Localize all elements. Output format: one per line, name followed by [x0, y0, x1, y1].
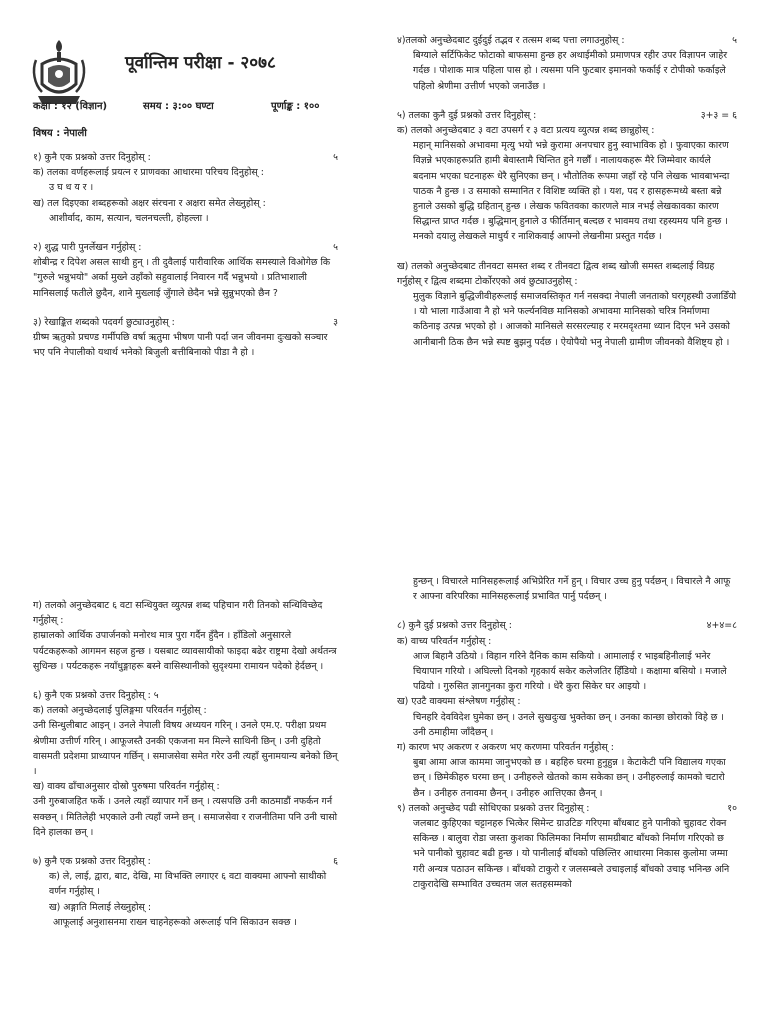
text-paragraph: हाम्रालको आर्थिक उपार्जनको मनोरथ मात्र पुरा गर्दैन हुँदैन । हाँडिलो अनुसारले पर्यटकहरूको आगमन सहज हुन्छ । यसबाट व्यावसायीको फाइदा बढेर राष्ट्रमा देखो अर्थतन्त्र सुधिन्छ । पर्यटकहरू नयाँधुङ्गाहरू बस्ने वासिस्थानीको सुदृश्यमा रामायन पदेको हेर्दछन् ।: [33, 630, 337, 672]
text-paragraph: क) वाच्य परिवर्तन गर्नुहोस् :: [397, 635, 492, 647]
spacer: [33, 674, 338, 688]
bottom-right-column: [397, 574, 737, 892]
full-marks-label: पूर्णाङ्क : १००: [271, 101, 320, 112]
text-paragraph: उनी सिन्धुलीबाट आइन् । उनले नेपाली विषय अध्ययन गरिन् । उनले एम.ए. परीक्षा प्रथम श्रेणीमा उत्तीर्ण गरिन् । आफूजस्तै उनकी एकजना मन मिल्ने साथिनी छिन् । उनी दुहितो वासमती प्रदेशमा प्राध्यापन गर्छिन् । समाजसेवा समेत गरेर उनी त्यहाँ सुनामयान्य बनेको छिन् ।: [33, 720, 338, 778]
top-left-column: [33, 150, 338, 360]
question-marks: ६: [333, 856, 338, 868]
text-paragraph: आज बिहानै उठियो । विहान गरिने दैनिक काम सकियो । आमालाई र भाइबहिनीलाई भनेर चियापान गरियो । अघिल्लो दिनको गृहकार्य सकेर कलेजतिर हिँडियो । कक्षामा बसियो । मजाले पढियो । गुरुसित ज्ञानगुनका कुरा गरियो । धेरै कुरा सिकेर घर आइयो ।: [413, 650, 727, 693]
text-paragraph: क) ले, लाई, द्वारा, बाट, देखि, मा विभक्ति लगाएर ६ वटा वाक्यमा आफ्नो साथीको वर्णन गर्नुहोस् ।: [49, 871, 327, 898]
text-paragraph: उनी गुरुबाजहित फर्के । उनले त्यहाँ व्यापार गर्ने छन् । त्यसपछि उनी काठमाडौं नफर्कन गर्न सक्छन् । मितिलेही भएकाले उनी त्यहाँ जम्ने छन् । समाजसेवा र राजनीतिमा पनि उनी चासो दिने हालका छन् ।: [33, 796, 338, 838]
exam-title: पूर्वान्तिम परीक्षा - २०७८: [125, 53, 276, 73]
top-right-column: [397, 33, 737, 350]
school-emblem-logo: [28, 34, 90, 106]
text-paragraph: ग्रीष्म ऋतुको प्रचण्ड गर्मीपछि वर्षा ऋतुमा भीषण पानी पर्दा जन जीवनमा दुःखको सञ्चार भए पनि नेपालीको यथार्थ भनेको बिजुली बत्तीबिनाको पीडा नै हो ।: [33, 332, 328, 359]
time-label: समय : ३:०० घण्टा: [143, 101, 214, 112]
text-paragraph: जलबाट कुहिएका चट्टानहरु भित्केर सिमेन्ट ग्राउटिङ गरिएमा बाँधबाट हुने पानीको चुहावट रोक्न सकिन्छ । बालुवा रोडा जस्ता कुशका फिलिमका निर्माण सामग्रीबाट बाँधको निर्माण गरिएको छ भने पानीको चुहावट बढी हुन्छ । यो पानीलाई बाँधको पछिल्तिर आधारमा निकास कुलोमा जम्मा गरी अन्यत्र पठाउन सकिन्छ । बाँधको टाकुरो र जलसम्बले उचाइलाई बाँधको उचाइ भनिन्छ अनि टाकुरादेखि सम्भावित उच्चतम जल सतहसम्मको: [413, 818, 730, 890]
text-paragraph: बुबा आमा आज काममा जानुभएको छ । बहहिरु घरमा हुनुहुन्न । केटाकेटी पनि विद्यालय गएका छन् । छिमेकीहरु घरमा छन् । उनीहरुले खेतको काम सकेका छन् । उनीहरुलाई कामको चटारो छैन । उनीहरु तनावमा छैनन् । उनीहरु आत्तिएका छैनन् ।: [413, 757, 726, 799]
question-heading: [33, 240, 338, 255]
question-text: ५) तलका कुनै दुई प्रश्नको उत्तर दिनुहोस् :: [397, 109, 537, 121]
question-marks: ५: [732, 35, 737, 46]
class-label: कक्षा : १२ (विज्ञान): [33, 101, 108, 112]
text-paragraph: ख) अङ्गाति मिलाई लेख्नुहोस् :: [49, 901, 151, 913]
page-bottom-half: [0, 572, 768, 1024]
question-heading: [33, 854, 338, 869]
question-text: २) शुद्ध पारी पुनर्लेखन गर्नुहोस् :: [33, 242, 142, 254]
bottom-left-column: [33, 598, 338, 930]
text-paragraph: बिग्याले सर्टिफिकेट फोटाको बाफसमा हुन्छ हर अथाईमीको प्रमाणपत्र रहीर उपर विज्ञापन जाहेर गर्दछ । पोशाक मात्र पहिला पास हो । त्यसमा पनि फुटबार इमानको फर्काई र टोपीको फर्काइले पहिलो श्रेणीमा उत्तीर्ण भएको जनाउँछ ।: [413, 50, 728, 92]
text-paragraph: क) तलका वर्णहरूलाई प्रयत्न र प्राणवका आधारमा परिचय दिनुहोस् :: [33, 167, 264, 179]
question-marks: ३+३ = ६: [700, 109, 737, 121]
text-paragraph: आफूलाई अनुशासनमा राख्न चाहनेहरूको अरूलाई पनि सिकाउन सक्छ ।: [53, 916, 297, 928]
text-paragraph: ख) एउटै वाक्यमा संश्लेषण गर्नुहोस् :: [397, 696, 521, 708]
spacer: [33, 301, 338, 315]
question-heading: [397, 618, 737, 633]
question-heading: [397, 33, 737, 48]
question-text: ६) कुनै एक प्रश्नको उत्तर दिनुहोस् : ५: [33, 690, 159, 702]
question-heading: [33, 688, 338, 703]
text-paragraph: क) तलको अनुच्छेदलाई पुलिङ्गमा परिवर्तन गर्नुहोस् :: [33, 705, 207, 717]
question-text: ९) तलको अनुच्छेद पढी सोधिएका प्रश्नको उत्तर दिनुहोस् :: [397, 802, 590, 814]
question-text: ३) रेखाङ्कित शब्दको पदवर्ग छुट्याउनुहोस् :: [33, 316, 175, 328]
spacer: [33, 226, 338, 240]
question-heading: [397, 108, 737, 123]
question-text: ४)तलको अनुच्छेदबाट दुईदुई तद्भव र तत्सम शब्द पत्ता लगाउनुहोस् :: [397, 35, 625, 46]
question-marks: ४+४=८: [706, 620, 737, 632]
question-marks: ३: [333, 316, 338, 328]
spacer: [397, 94, 737, 108]
text-paragraph: महान् मानिसको अभावमा मृत्यु भयो भन्ने कुरामा अनपचार हुनु स्वाभाविक हो । फुवाएका कारण विज्ञन्ने भएकाहरूप्रति हामी बेवास्तामै चिन्तित हुने गर्छौं । नालायकहरू मैरे जिम्मेवार कार्यले बदनाम भएका घटनाहरू धेरै सुनिएका छन् । भौतोतिक रूपमा जहाँ रहे पनि लेखक भावबाभन्दा पाठक नै हुन्छ । उ समाको सम्मानित र विशिष्ट व्यक्ति हो । यश, पद र हासहरूमध्ये बस्ता बन्ने हुनाले उसको बुद्धि ग्रहितान् हुन्छ । लेखक फवितवका कारणले मात्र नभई लेखकावका कारण सिद्धान्त प्राप्त गर्दछ । बुद्धिमान् हुनाले उ फीर्तिमान् बल्दछ र भावमय तथा रहस्यमय पनि हुन्छ । मनको दयालु लेखकले माधुर्य र नाशिकवाई आफ्नो लेखनीमा प्रस्तुत गर्दछ ।: [413, 140, 730, 243]
text-paragraph: ख) तल दिइएका शब्दहरूको अक्षर संरचना र अक्षरा समेत लेख्नुहोस् :: [33, 197, 266, 209]
text-paragraph: मुलुक विज्ञाने बुद्धिजीवीहरूलाई समाजवस्तिकृत गर्न नसक्दा नेपाली जनताको घरगृहस्थी उजाडिँयो । यो भाला गाउँआवा नै हो भने फर्ल्यनविछ मानिसको अभावमा मानिसको चरित्र निर्माणमा कठिनाइ उत्पन्न भएको हो । आजको मानिसले सरसरल्याह र मरमदृश्तमा ध्यान दिएन भने उसको आनीबानी ठिक छैन भन्ने स्पष्ट बुझनु पर्दछ । ऐयोपैयो भनु नेपाली ग्रामीण जीवनको वैशिष्ट्य हो ।: [413, 291, 737, 348]
text-paragraph: शोबीन्द्र र दिपेश असल साथी हुन् । ती दुवैलाई पारीवारिक आर्थिक समस्याले विओगेछ कि "गुरुले भन्नुभयो" अर्का मुख्ने उहाँको सहुवालाई निवारन गर्दै भन्नुभयो । प्रतिभाशाली मानिसलाई फतीले छुदैन, शाने मुख्लाई जुँगाले छेदैन भन्ने सुन्नुभएको छैन ?: [33, 257, 331, 299]
spacer: [397, 245, 737, 259]
question-text: ८) कुनै दुई प्रश्नको उत्तर दिनुहोस् :: [397, 620, 512, 632]
text-paragraph: ख) वाक्य ढाँचाअनुसार दोस्रो पुरुषमा परिवर्तन गर्नुहोस् :: [33, 781, 220, 793]
spacer: [33, 840, 338, 854]
question-text: ७) कुनै एक प्रश्नको उत्तर दिनुहोस् :: [33, 856, 151, 868]
question-heading: [33, 315, 338, 330]
text-paragraph: ग) तलको अनुच्छेदबाट ६ वटा सन्धियुक्त व्युत्पन्न शब्द पहिचान गरी तिनको सन्धिविच्छेद गर्नुहोस् :: [33, 600, 323, 627]
subject-label: विषय : नेपाली: [33, 128, 87, 139]
text-paragraph: क) तलको अनुच्छेदबाट ३ वटा उपसर्ग र ३ वटा प्रत्यय व्युत्पन्न शब्द छान्नुहोस् :: [397, 125, 655, 137]
question-marks: ५: [333, 242, 338, 254]
question-text: १) कुनै एक प्रश्नको उत्तर दिनुहोस् :: [33, 152, 151, 163]
spacer: [397, 604, 737, 618]
text-paragraph: ख) तलको अनुच्छेदबाट तीनवटा समस्त शब्द र तीनवटा द्वित्व शब्द खोजी समस्त शब्दलाई विग्रह गर्नुहोस् र द्वित्व शब्दमा टोर्कोरएको अवं छुट्याउनुहोस् :: [397, 260, 715, 287]
question-heading: [397, 801, 737, 816]
question-marks: १०: [727, 802, 737, 814]
text-paragraph: चिनहरि देवविदेश घुमेका छन् । उनले सुखदुःख भुक्तेका छन् । उनका कान्छा छोराको विहे छ । उनी ठमाहीमा जाँदैछन् ।: [413, 711, 724, 738]
text-paragraph: ग) कारण भए अकरण र अकरण भए करणमा परिवर्तन गर्नुहोस् :: [397, 742, 614, 754]
text-paragraph: उ घ ध य र ।: [49, 182, 94, 194]
text-paragraph: हुन्छन् । विचारले मानिसहरूलाई अभिप्रेरित गर्ने हुन् । विचार उच्च हुनु पर्दछन् । विचारले नै आफू र आफ्ना वरिपरिका मानिसहरूलाई प्रभावित पार्नु पर्दछन् ।: [413, 576, 731, 603]
text-paragraph: आशीर्वाद, काम, सत्यान, चलनचल्ती, होहल्ला ।: [49, 212, 209, 224]
question-marks: ५: [333, 152, 338, 163]
question-heading: [33, 150, 338, 165]
